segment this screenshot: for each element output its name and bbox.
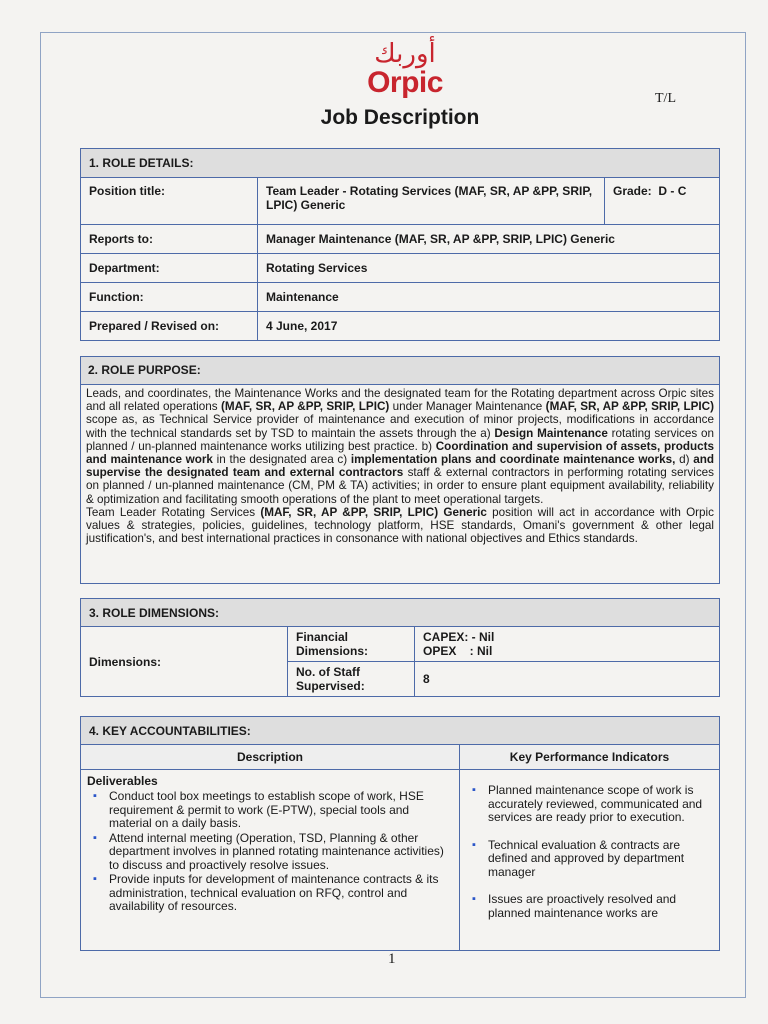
description-list xyxy=(87,790,453,914)
kpi-cell xyxy=(460,770,720,951)
purpose-bold-part: implementation plans and coordinate maintenance works, xyxy=(350,453,676,467)
list-item-text: Provide inputs for development of maintenance contracts & its administration, technical evaluation on RFQ, control and availability of resources. xyxy=(109,872,439,913)
document-code: T/L xyxy=(655,91,676,106)
role-purpose-section xyxy=(80,356,720,584)
bullet-icon: ▪ xyxy=(93,790,97,802)
list-item xyxy=(472,783,713,825)
list-item xyxy=(93,789,453,831)
bullet-icon: ▪ xyxy=(93,873,97,885)
prepared-label: Prepared / Revised on: xyxy=(81,312,258,341)
bullet-icon: ▪ xyxy=(472,784,476,796)
purpose-text-part: scope as, as Technical Service provider of maintenance and execution of minor projects, modifications in accordance with the technical standards set by TSD to maintain the assets through the a) xyxy=(86,413,714,440)
list-item xyxy=(472,892,713,920)
list-item-text: Planned maintenance scope of work is accurately reviewed, communicated and services are ready prior to execution. xyxy=(488,783,703,824)
purpose-text-part: under Manager Maintenance xyxy=(389,400,546,414)
reports-to-label: Reports to: xyxy=(81,225,258,254)
position-label: Position title: xyxy=(81,178,258,225)
opex-value: OPEX : Nil xyxy=(423,644,493,658)
department-value: Rotating Services xyxy=(258,254,720,283)
description-column-header: Description xyxy=(81,745,460,770)
role-dimensions-table xyxy=(80,598,720,697)
role-purpose-heading: 2. ROLE PURPOSE: xyxy=(81,357,719,385)
position-value: Team Leader - Rotating Services (MAF, SR, AP &PP, SRIP, LPIC) Generic xyxy=(258,178,605,225)
kpi-list xyxy=(466,784,713,920)
logo-english-text: Orpic xyxy=(367,66,443,99)
grade-label: Grade: xyxy=(613,184,652,198)
page-number: 1 xyxy=(388,951,396,967)
role-dimensions-heading: 3. ROLE DIMENSIONS: xyxy=(81,599,720,627)
dimensions-label: Dimensions: xyxy=(81,627,288,697)
function-value: Maintenance xyxy=(258,283,720,312)
purpose-text-part: d) xyxy=(675,453,694,467)
purpose-bold-part: (MAF, SR, AP &PP, SRIP, LPIC) Generic xyxy=(260,505,487,519)
list-item xyxy=(93,830,453,873)
list-item-text: Issues are proactively resolved and planned maintenance works are xyxy=(488,892,677,920)
bullet-icon: ▪ xyxy=(472,893,476,905)
purpose-text-part: Leads, and coordinates, the Maintenance Works and the designated team for the Rotating department across Orpic sites and all related operations xyxy=(86,387,714,414)
list-item-text: Attend internal meeting (Operation, TSD, Planning & other department involves in planned rotating maintenance activities) to discuss and proactively resolve issues. xyxy=(109,830,444,872)
purpose-bold-part: and supervise the designated team and external contractors xyxy=(86,453,714,480)
purpose-text-part: rotating services on planned / un-planned maintenance works utilizing best practice. b) xyxy=(86,426,714,453)
kpi-column-header: Key Performance Indicators xyxy=(460,745,720,770)
page-title: Job Description xyxy=(320,106,480,129)
purpose-bold-part: (MAF, SR, AP &PP, SRIP, LPIC) xyxy=(545,400,714,414)
prepared-value: 4 June, 2017 xyxy=(258,312,720,341)
purpose-bold-part: Design Maintenance xyxy=(494,426,608,440)
logo-arabic-text: أوربك xyxy=(374,39,436,69)
list-item xyxy=(472,837,713,880)
key-accountabilities-table xyxy=(80,716,720,951)
purpose-text-part: staff & external contractors in performing rotating services on planned / un-planned maintenance (CM, PM & TA) activities; in order to ensure plant equipment availability, reliability & optimization and facilitating smooth operations of the plant to meet operational targets. xyxy=(86,466,715,506)
list-item-text: Technical evaluation & contracts are defined and approved by department manager xyxy=(488,837,685,879)
key-accountabilities-heading: 4. KEY ACCOUNTABILITIES: xyxy=(81,717,720,745)
orpic-logo xyxy=(350,40,460,98)
department-label: Department: xyxy=(81,254,258,283)
purpose-text-part: position will act in accordance with Orpic values & strategies, policies, guidelines, technology platform, HSE standards, Omani's government & other legal justification's, and best international practices in consonance with national objectives and Ethics standards. xyxy=(86,505,714,546)
financial-values xyxy=(415,627,720,662)
role-purpose-text xyxy=(81,385,719,547)
role-details-heading: 1. ROLE DETAILS: xyxy=(81,149,720,178)
list-item xyxy=(93,872,453,914)
purpose-bold-part: (MAF, SR, AP &PP, SRIP, LPIC) xyxy=(220,400,390,414)
role-details-table xyxy=(80,148,720,341)
staff-supervised-value: 8 xyxy=(415,662,720,697)
capex-value: CAPEX: - Nil xyxy=(423,630,495,644)
deliverables-label: Deliverables xyxy=(87,774,158,788)
purpose-text-part: Team Leader Rotating Services xyxy=(86,505,261,519)
list-item-text: Conduct tool box meetings to establish scope of work, HSE requirement & permit to work (E-PTW), special tools and material on a daily basis. xyxy=(109,789,424,830)
financial-dimensions-label: Financial Dimensions: xyxy=(288,627,415,662)
staff-supervised-label: No. of Staff Supervised: xyxy=(288,662,415,697)
function-label: Function: xyxy=(81,283,258,312)
reports-to-value: Manager Maintenance (MAF, SR, AP &PP, SRIP, LPIC) Generic xyxy=(258,225,720,254)
purpose-bold-part: Coordination and supervision of assets, products and maintenance work xyxy=(86,439,714,467)
bullet-icon: ▪ xyxy=(93,831,97,844)
grade-cell xyxy=(605,178,720,225)
description-cell xyxy=(81,770,460,951)
bullet-icon: ▪ xyxy=(472,838,476,851)
grade-value: D - C xyxy=(658,184,687,198)
purpose-text-part: in the designated area c) xyxy=(212,453,351,467)
